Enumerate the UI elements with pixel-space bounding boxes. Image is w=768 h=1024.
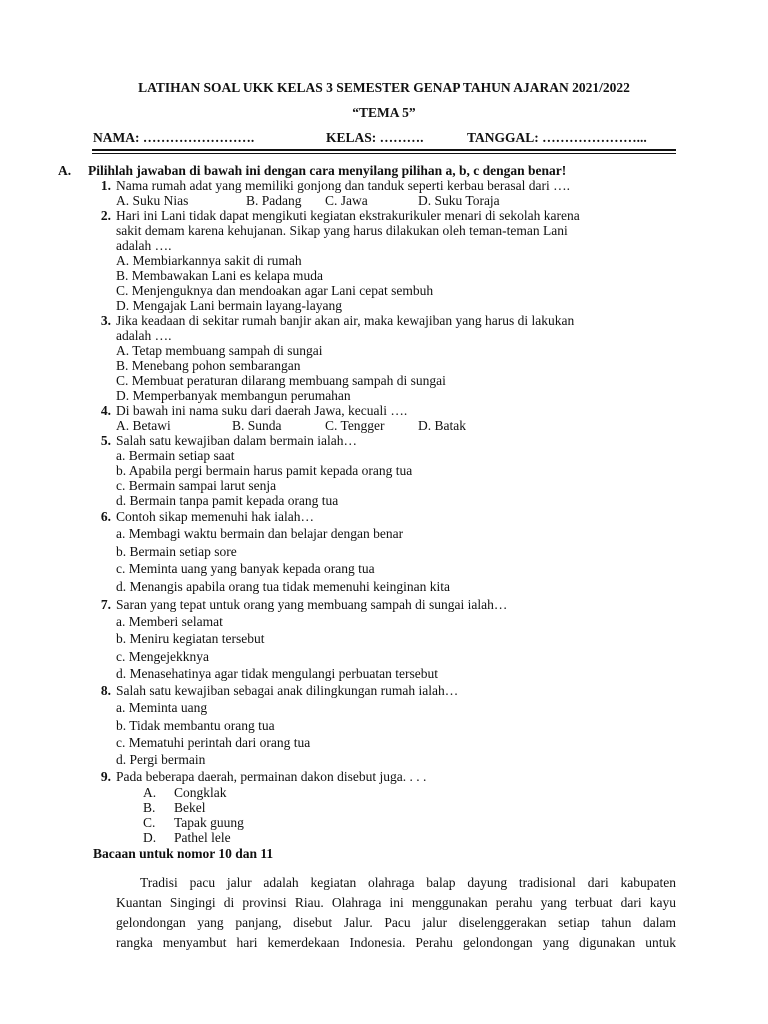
answer-option: D. Suku Toraja <box>418 193 500 208</box>
question-text: Jika keadaan di sekitar rumah banjir akan air, maka kewajiban yang harus di lakukan <box>116 313 575 328</box>
answer-option: B. Membawakan Lani es kelapa muda <box>116 268 323 283</box>
answer-option: b. Tidak membantu orang tua <box>116 718 275 733</box>
answer-option: D. Memperbanyak membangun perumahan <box>116 388 351 403</box>
option-letter: C. <box>143 815 156 830</box>
answer-option: c. Meminta uang yang banyak kepada orang tua <box>116 561 375 576</box>
name-field: NAMA: ……………………. <box>93 130 255 145</box>
option-letter: D. <box>143 830 157 845</box>
question-number: 3. <box>100 313 111 328</box>
option-letter: B. <box>143 800 156 815</box>
answer-option: B. Padang <box>246 193 302 208</box>
question-text: Salah satu kewajiban sebagai anak dilingkungan rumah ialah… <box>116 683 459 698</box>
option-letter: A. <box>143 785 157 800</box>
section-instruction: Pilihlah jawaban di bawah ini dengan cara menyilang pilihan a, b, c dengan benar! <box>88 163 567 178</box>
answer-option: d. Pergi bermain <box>116 752 206 767</box>
header-rule-top <box>92 149 676 151</box>
question-text: Nama rumah adat yang memiliki gonjong dan tanduk seperti kerbau berasal dari …. <box>116 178 570 193</box>
answer-option: Congklak <box>174 785 227 800</box>
question-text: adalah …. <box>116 328 172 343</box>
paragraph-line: Tradisi pacu jalur adalah kegiatan olahraga balap dayung tradisional dari kabupaten <box>140 875 676 890</box>
question-number: 2. <box>100 208 111 223</box>
section-letter: A. <box>58 163 72 178</box>
answer-option: a. Meminta uang <box>116 700 208 715</box>
header-rule-bottom <box>92 153 676 154</box>
paragraph-line: gelondongan yang panjang, disebut Jalur. Pacu jalur diselenggerakan setiap tahun dalam <box>116 915 676 930</box>
answer-option: Pathel lele <box>174 830 231 845</box>
answer-option: b. Bermain setiap sore <box>116 544 237 559</box>
answer-option: d. Menasehatinya agar tidak mengulangi perbuatan tersebut <box>116 666 439 681</box>
class-field: KELAS: ………. <box>326 130 424 145</box>
answer-option: C. Menjenguknya dan mendoakan agar Lani cepat sembuh <box>116 283 434 298</box>
reading-heading: Bacaan untuk nomor 10 dan 11 <box>93 846 274 861</box>
answer-option: C. Jawa <box>325 193 368 208</box>
answer-option: C. Membuat peraturan dilarang membuang sampah di sungai <box>116 373 446 388</box>
question-text: Saran yang tepat untuk orang yang membuang sampah di sungai ialah… <box>116 597 508 612</box>
question-text: Di bawah ini nama suku dari daerah Jawa, kecuali …. <box>116 403 408 418</box>
answer-option: a. Memberi selamat <box>116 614 223 629</box>
question-number: 1. <box>100 178 111 193</box>
answer-option: c. Bermain sampai larut senja <box>116 478 277 493</box>
answer-option: b. Apabila pergi bermain harus pamit kepada orang tua <box>116 463 413 478</box>
theme-subtitle: “TEMA 5” <box>352 105 416 120</box>
answer-option: B. Menebang pohon sembarangan <box>116 358 301 373</box>
answer-option: a. Membagi waktu bermain dan belajar dengan benar <box>116 526 404 541</box>
date-field: TANGGAL: …………………... <box>467 130 647 145</box>
question-text: Hari ini Lani tidak dapat mengikuti kegiatan ekstrakurikuler menari di sekolah karena <box>116 208 580 223</box>
question-text: adalah …. <box>116 238 172 253</box>
answer-option: A. Suku Nias <box>116 193 189 208</box>
answer-option: a. Bermain setiap saat <box>116 448 235 463</box>
answer-option: c. Mengejekknya <box>116 649 209 664</box>
answer-option: Tapak guung <box>174 815 244 830</box>
question-number: 7. <box>100 597 111 612</box>
reading-paragraph <box>116 873 676 953</box>
question-text: Contoh sikap memenuhi hak ialah… <box>116 509 314 524</box>
question-number: 8. <box>100 683 111 698</box>
question-number: 9. <box>100 769 111 784</box>
answer-option: C. Tengger <box>325 418 385 433</box>
question-number: 6. <box>100 509 111 524</box>
answer-option: Bekel <box>174 800 206 815</box>
answer-option: A. Tetap membuang sampah di sungai <box>116 343 323 358</box>
question-text: Salah satu kewajiban dalam bermain ialah… <box>116 433 358 448</box>
answer-option: B. Sunda <box>232 418 282 433</box>
answer-option: c. Mematuhi perintah dari orang tua <box>116 735 311 750</box>
paragraph-line: Kuantan Singingi di provinsi Riau. Olahraga ini menggunakan perahu yang terbuat dari kayu <box>116 895 676 910</box>
document-title: LATIHAN SOAL UKK KELAS 3 SEMESTER GENAP TAHUN AJARAN 2021/2022 <box>138 80 630 95</box>
paragraph-line: rangka menyambut hari kemerdekaan Indonesia. Perahu gelondongan yang digunakan untuk <box>116 935 676 950</box>
question-text: sakit demam karena kehujanan. Sikap yang harus dilakukan oleh teman-teman Lani <box>116 223 568 238</box>
answer-option: b. Meniru kegiatan tersebut <box>116 631 265 646</box>
question-text: Pada beberapa daerah, permainan dakon disebut juga. . . . <box>116 769 427 784</box>
answer-option: A. Betawi <box>116 418 171 433</box>
answer-option: d. Menangis apabila orang tua tidak memenuhi keinginan kita <box>116 579 451 594</box>
question-number: 5. <box>100 433 111 448</box>
answer-option: D. Batak <box>418 418 466 433</box>
answer-option: D. Mengajak Lani bermain layang-layang <box>116 298 343 313</box>
answer-option: A. Membiarkannya sakit di rumah <box>116 253 302 268</box>
answer-option: d. Bermain tanpa pamit kepada orang tua <box>116 493 339 508</box>
question-number: 4. <box>100 403 111 418</box>
